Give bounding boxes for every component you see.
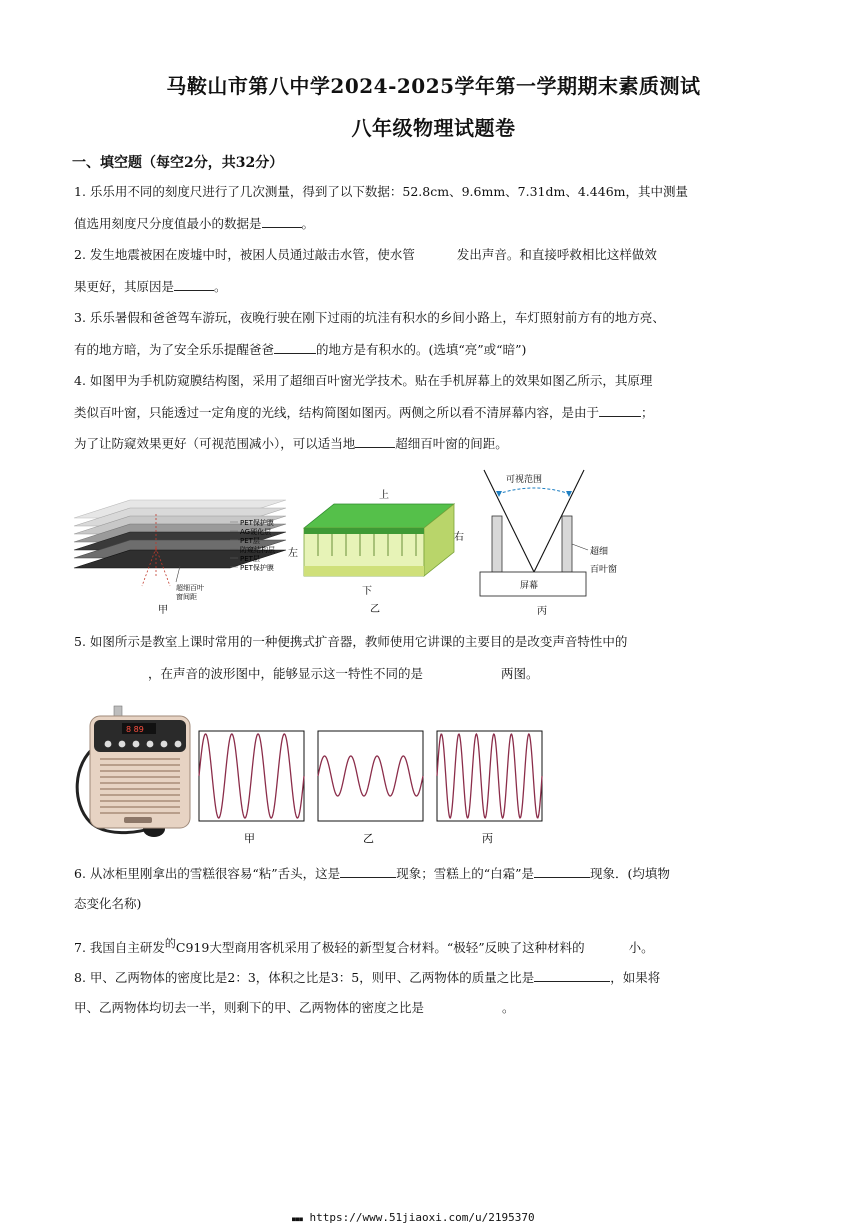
- q7-text-b: C919大型商用客机采用了极轻的新型复合材料。“极轻”反映了这种材料的: [175, 940, 585, 956]
- q8-answer-blank-1[interactable]: [534, 968, 610, 982]
- figure-caption-jia: 甲: [158, 605, 168, 616]
- q8-text-a: 8. 甲、乙两物体的密度比是2：3，体积之比是3：5，则甲、乙两物体的质量之比是: [74, 970, 535, 985]
- footer-url[interactable]: [292, 1211, 535, 1224]
- figure-bing-louver-diagram: [470, 464, 640, 620]
- q4-text-c: 为了让防窥效果更好（可视范围减小），可以适当地: [74, 436, 356, 451]
- q6-answer-blank-1[interactable]: [340, 864, 396, 878]
- amplifier-display: 8 89: [126, 725, 144, 734]
- q2-line1: [74, 246, 657, 264]
- q4-line3: [74, 434, 508, 453]
- q3-answer-blank[interactable]: [274, 340, 316, 354]
- q8-text-d: 。: [502, 1000, 515, 1015]
- q5-line1: 5. 如图所示是教室上课时常用的一种便携式扩音器，教师使用它讲课的主要目的是改变声音特性中的: [74, 634, 628, 649]
- q6-text-c: 现象．(均填物: [589, 866, 670, 881]
- bing-range-label: 可视范围: [506, 475, 543, 485]
- q4-text-b: ；: [641, 405, 654, 420]
- jia-layer-label: PET层: [240, 555, 260, 563]
- jia-layer-label: PET保护膜: [240, 564, 274, 572]
- q6-line2: 态变化名称): [74, 896, 142, 911]
- q6-line1: [74, 864, 670, 883]
- q5-line2: [148, 665, 539, 683]
- q3-text-a: 有的地方暗，为了安全乐乐提醒爸爸: [74, 342, 275, 357]
- bing-screen-label: 屏幕: [520, 581, 539, 591]
- jia-layer-label: PET层: [240, 537, 260, 545]
- q4-text-a: 类似百叶窗，只能透过一定角度的光线，结构简图如图丙。两侧之所以看不清屏幕内容，是由于: [74, 405, 600, 420]
- waveform-yi: [317, 730, 427, 850]
- q2-text-d: 。: [214, 279, 227, 294]
- figure-caption-bing: 丙: [537, 606, 547, 617]
- q6-text-b: 现象；雪糕上的“白霜”是: [396, 866, 534, 881]
- q4-line2: [74, 403, 654, 422]
- jia-pointer-label-2: 窗间距: [176, 593, 197, 601]
- jia-layer-label: 防窥结构层: [240, 546, 275, 554]
- exam-subtitle: 八年级物理试题卷: [351, 116, 516, 140]
- q3-text-b: 的地方是有积水的。(选填“亮”或“暗”): [316, 342, 527, 357]
- jia-pointer-label: 超细百叶: [176, 584, 204, 592]
- q8-text-c: 甲、乙两物体均切去一半，则剩下的甲、乙两物体的密度之比是: [74, 1000, 425, 1015]
- exam-title: 马鞍山市第八中学2024-2025学年第一学期期末素质测试: [166, 74, 701, 98]
- q2-text-c: 果更好，其原因是: [74, 279, 175, 294]
- section-heading: 一、填空题（每空2分，共32分）: [72, 155, 284, 171]
- wave-caption-bing: 丙: [482, 832, 493, 845]
- waveform-jia: [198, 730, 308, 850]
- yi-label-top: 上: [379, 490, 389, 501]
- figure-portable-amplifier: [74, 704, 198, 846]
- q7-superscript: 的: [164, 937, 176, 950]
- q6-answer-blank-2[interactable]: [534, 864, 590, 878]
- q2-text-a: 2. 发生地震被困在废墟中时，被困人员通过敲击水管，使水管: [74, 247, 415, 262]
- q7-text-c: 小。: [628, 940, 654, 956]
- jia-layer-label: AG硬化层: [240, 528, 272, 536]
- q1-text-a: 值选用刻度尺分度值最小的数据是: [74, 216, 262, 231]
- q6-text-a: 6. 从冰柜里刚拿出的雪糕很容易“粘”舌头，这是: [74, 866, 341, 881]
- wave-caption-yi: 乙: [363, 832, 374, 845]
- jia-layer-label: PET保护膜: [240, 519, 274, 527]
- q3-line2: [74, 340, 526, 359]
- q8-line1: [74, 968, 660, 987]
- figure-yi-screen-effect: [284, 484, 474, 618]
- wave-caption-jia: 甲: [244, 832, 255, 845]
- q5-text-b: 两图。: [501, 666, 539, 681]
- q4-answer-blank-1[interactable]: [599, 403, 641, 417]
- footer-prefix: ■■■: [292, 1216, 303, 1223]
- q4-text-d: 超细百叶窗的间距。: [395, 436, 508, 451]
- q2-answer-blank-2[interactable]: [174, 277, 214, 291]
- q2-line2: [74, 277, 227, 296]
- figure-jia-film-layers: [70, 486, 290, 616]
- waveform-bing: [436, 730, 546, 850]
- q7-line: [74, 935, 654, 957]
- q1-line2: [74, 214, 314, 233]
- yi-label-bottom: 下: [362, 586, 372, 597]
- q2-text-b: 发出声音。和直接呼救相比这样做效: [456, 247, 657, 262]
- footer-link-text: https://www.51jiaoxi.com/u/2195370: [309, 1211, 535, 1224]
- bing-louver-label-2: 百叶窗: [590, 565, 618, 575]
- q7-text-a: 7. 我国自主研发: [74, 940, 165, 956]
- q5-text-a: ，在声音的波形图中，能够显示这一特性不同的是: [148, 666, 424, 681]
- q4-answer-blank-2[interactable]: [355, 434, 395, 448]
- q1-line1: 1. 乐乐用不同的刻度尺进行了几次测量，得到了以下数据：52.8cm、9.6mm、7.31dm、4.446m，其中测量: [74, 184, 688, 199]
- q3-line1: 3. 乐乐暑假和爸爸驾车游玩，夜晚行驶在刚下过雨的坑洼有积水的乡间小路上，车灯照射前方有的地方亮、: [74, 310, 665, 325]
- yi-label-right: 右: [454, 532, 464, 543]
- figure-caption-yi: 乙: [370, 604, 380, 615]
- q8-text-b: ，如果将: [610, 970, 661, 985]
- q8-line2: [74, 999, 515, 1017]
- q1-text-b: 。: [301, 216, 315, 231]
- yi-label-left: 左: [288, 548, 298, 559]
- q1-answer-blank[interactable]: [262, 214, 302, 228]
- bing-louver-label-1: 超细: [590, 547, 609, 557]
- q4-line1: 4. 如图甲为手机防窥膜结构图，采用了超细百叶窗光学技术。贴在手机屏幕上的效果如图乙所示，其原理: [74, 373, 653, 388]
